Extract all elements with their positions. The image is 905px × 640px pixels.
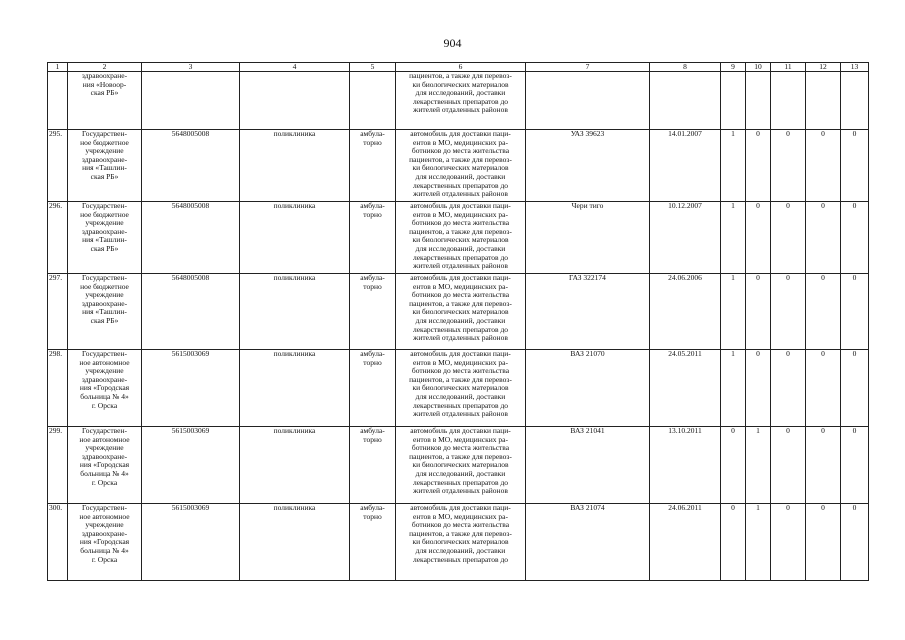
count-cell [841, 202, 869, 274]
cell-text: поликлиника [273, 201, 316, 210]
inn-cell [142, 504, 240, 581]
cell-text: 0 [852, 503, 857, 512]
department-cell [240, 427, 350, 504]
cell-text: 10.12.2007 [668, 201, 702, 210]
count-cell [721, 202, 746, 274]
column-header: 9 [721, 63, 746, 72]
care-form-cell [350, 130, 396, 202]
date-cell [650, 274, 721, 350]
cell-text: 298. [49, 349, 63, 358]
vehicle-model-cell [526, 72, 650, 130]
column-header: 1 [48, 63, 68, 72]
column-header: 11 [771, 63, 806, 72]
institution-cell [68, 72, 142, 130]
purpose-cell [396, 202, 526, 274]
cell-text: 24.06.2011 [668, 503, 702, 512]
cell-text: 1 [731, 349, 735, 358]
count-cell [806, 350, 841, 427]
page-number: 904 [443, 36, 462, 50]
column-header: 12 [806, 63, 841, 72]
department-cell [240, 274, 350, 350]
cell-text: автомобиль для доставки паци- ентов в МО, медицинских ра- ботников до места жительства пациентов, а также для перевоз- ки биологических материалов для исследований, доставки лекарственных препаратов до жителей отдаленных районов [409, 426, 512, 496]
count-cell [806, 274, 841, 350]
care-form-cell [350, 274, 396, 350]
cell-text: 0 [731, 503, 735, 512]
cell-text: амбула- торно [360, 201, 385, 219]
cell-text: пациентов, а также для перевоз- ки биологических материалов для исследований, доставки лекарственных препаратов до жителей отдаленных районов [409, 71, 512, 115]
cell-text: Государствен- ное автономное учреждение здравоохране- ния «Городская больница № 4» г. Орска [79, 349, 130, 410]
care-form-cell [350, 350, 396, 427]
cell-text: 0 [821, 201, 825, 210]
vehicle-model-cell [526, 504, 650, 581]
date-cell [650, 130, 721, 202]
table-body [48, 63, 869, 581]
cell-text: ВАЗ 21070 [570, 349, 605, 358]
column-header: 4 [240, 63, 350, 72]
purpose-cell [396, 274, 526, 350]
cell-text: Государствен- ное автономное учреждение здравоохране- ния «Городская больница № 4» г. Орска [79, 503, 130, 564]
column-header: 2 [68, 63, 142, 72]
cell-text: 0 [756, 273, 760, 282]
cell-text: 297. [49, 273, 63, 282]
date-cell [650, 72, 721, 130]
vehicle-model-cell [526, 274, 650, 350]
cell-text: 5615003069 [171, 349, 210, 358]
cell-text: 295. [49, 129, 63, 138]
date-cell [650, 202, 721, 274]
row-number-cell [48, 274, 68, 350]
inn-cell [142, 130, 240, 202]
cell-text: 24.06.2006 [668, 273, 702, 282]
cell-text: 0 [731, 426, 735, 435]
cell-text: УАЗ 39623 [570, 129, 605, 138]
cell-text: Государствен- ное автономное учреждение здравоохране- ния «Городская больница № 4» г. Орска [79, 426, 130, 487]
row-number-cell [48, 504, 68, 581]
cell-text: ВАЗ 21041 [570, 426, 605, 435]
cell-text: 5648005008 [171, 129, 210, 138]
row-number-cell [48, 202, 68, 274]
count-cell [806, 427, 841, 504]
institution-cell [68, 274, 142, 350]
table-row [48, 130, 869, 202]
cell-text: 1 [756, 426, 760, 435]
count-cell [841, 274, 869, 350]
cell-text: амбула- торно [360, 503, 385, 521]
cell-text: амбула- торно [360, 273, 385, 291]
institution-cell [68, 202, 142, 274]
table-row [48, 274, 869, 350]
count-cell [841, 504, 869, 581]
cell-text: 1 [731, 201, 735, 210]
cell-text: 299. [49, 426, 63, 435]
table-row [48, 504, 869, 581]
department-cell [240, 72, 350, 130]
institution-cell [68, 504, 142, 581]
row-number-cell [48, 350, 68, 427]
cell-text: 0 [852, 129, 857, 138]
purpose-cell [396, 130, 526, 202]
purpose-cell [396, 350, 526, 427]
department-cell [240, 350, 350, 427]
cell-text: 300. [49, 503, 63, 512]
count-cell [771, 202, 806, 274]
count-cell [746, 427, 771, 504]
count-cell [721, 274, 746, 350]
count-cell [771, 504, 806, 581]
count-cell [771, 130, 806, 202]
count-cell [841, 130, 869, 202]
date-cell [650, 350, 721, 427]
purpose-cell [396, 72, 526, 130]
institution-cell [68, 427, 142, 504]
purpose-cell [396, 504, 526, 581]
count-cell [721, 350, 746, 427]
count-cell [841, 350, 869, 427]
institution-cell [68, 350, 142, 427]
column-header: 5 [350, 63, 396, 72]
column-header: 8 [650, 63, 721, 72]
cell-text: 0 [756, 201, 760, 210]
cell-text: автомобиль для доставки паци- ентов в МО, медицинских ра- ботников до места жительства пациентов, а также для перевоз- ки биологических материалов для исследований, доставки лекарственных препаратов до жителей отдаленных районов [409, 273, 512, 343]
vehicle-model-cell [526, 202, 650, 274]
table-row [48, 427, 869, 504]
row-number-cell [48, 130, 68, 202]
inn-cell [142, 202, 240, 274]
count-cell [721, 504, 746, 581]
cell-text: ВАЗ 21074 [570, 503, 605, 512]
cell-text: Государствен- ное бюджетное учреждение здравоохране- ния «Ташлин- ская РБ» [80, 273, 129, 325]
cell-text: Государствен- ное бюджетное учреждение здравоохране- ния «Ташлин- ская РБ» [80, 201, 129, 253]
cell-text: здравоохране- ния «Новоор- ская РБ» [81, 71, 128, 98]
inn-cell [142, 350, 240, 427]
cell-text: 0 [821, 349, 825, 358]
cell-text: автомобиль для доставки паци- ентов в МО, медицинских ра- ботников до места жительства пациентов, а также для перевоз- ки биологических материалов для исследований, доставки лекарственных препаратов до [409, 503, 512, 564]
cell-text: 296. [49, 201, 63, 210]
table-row [48, 202, 869, 274]
vehicle-registry-table [47, 62, 869, 581]
vehicle-model-cell [526, 130, 650, 202]
cell-text: 1 [756, 503, 760, 512]
cell-text: 0 [786, 503, 790, 512]
column-header: 13 [841, 63, 869, 72]
column-header: 3 [142, 63, 240, 72]
cell-text: поликлиника [273, 273, 316, 282]
count-cell [746, 72, 771, 130]
table-row [48, 72, 869, 130]
cell-text: амбула- торно [360, 426, 385, 444]
vehicle-model-cell [526, 350, 650, 427]
institution-cell [68, 130, 142, 202]
date-cell [650, 504, 721, 581]
count-cell [771, 72, 806, 130]
care-form-cell [350, 427, 396, 504]
cell-text: поликлиника [273, 503, 316, 512]
cell-text: 0 [852, 273, 857, 282]
cell-text: 0 [852, 426, 857, 435]
cell-text: автомобиль для доставки паци- ентов в МО, медицинских ра- ботников до места жительства пациентов, а также для перевоз- ки биологических материалов для исследований, доставки лекарственных препаратов до жителей отдаленных районов [409, 201, 512, 271]
count-cell [771, 274, 806, 350]
cell-text: 1 [731, 129, 735, 138]
row-number-cell [48, 72, 68, 130]
column-header: 10 [746, 63, 771, 72]
inn-cell [142, 427, 240, 504]
inn-cell [142, 72, 240, 130]
row-number-cell [48, 427, 68, 504]
count-cell [806, 504, 841, 581]
cell-text: 0 [786, 426, 790, 435]
cell-text: 0 [821, 273, 825, 282]
column-header: 6 [396, 63, 526, 72]
count-cell [721, 427, 746, 504]
count-cell [746, 202, 771, 274]
cell-text: 5615003069 [171, 503, 210, 512]
count-cell [841, 427, 869, 504]
cell-text: Государствен- ное бюджетное учреждение здравоохране- ния «Ташлин- ская РБ» [80, 129, 129, 181]
count-cell [746, 274, 771, 350]
cell-text: 5648005008 [171, 273, 210, 282]
cell-text: 0 [852, 349, 857, 358]
department-cell [240, 202, 350, 274]
cell-text: 0 [852, 201, 857, 210]
count-cell [721, 72, 746, 130]
header-row [48, 63, 869, 72]
cell-text: 14.01.2007 [668, 129, 702, 138]
count-cell [841, 72, 869, 130]
cell-text: 5648005008 [171, 201, 210, 210]
count-cell [806, 72, 841, 130]
care-form-cell [350, 202, 396, 274]
cell-text: 5615003069 [171, 426, 210, 435]
column-header: 7 [526, 63, 650, 72]
count-cell [746, 350, 771, 427]
cell-text: 0 [786, 273, 790, 282]
cell-text: 0 [756, 349, 760, 358]
cell-text: 0 [786, 201, 790, 210]
cell-text: 1 [731, 273, 735, 282]
cell-text: 0 [786, 349, 790, 358]
cell-text: 0 [786, 129, 790, 138]
purpose-cell [396, 427, 526, 504]
count-cell [771, 350, 806, 427]
care-form-cell [350, 72, 396, 130]
inn-cell [142, 274, 240, 350]
cell-text: поликлиника [273, 129, 316, 138]
count-cell [806, 130, 841, 202]
cell-text: 0 [821, 129, 825, 138]
count-cell [746, 504, 771, 581]
count-cell [746, 130, 771, 202]
date-cell [650, 427, 721, 504]
cell-text: амбула- торно [360, 129, 385, 147]
cell-text: 13.10.2011 [668, 426, 702, 435]
cell-text: поликлиника [273, 426, 316, 435]
count-cell [771, 427, 806, 504]
count-cell [721, 130, 746, 202]
department-cell [240, 130, 350, 202]
cell-text: ГАЗ 322174 [569, 273, 606, 282]
cell-text: 0 [756, 129, 760, 138]
vehicle-model-cell [526, 427, 650, 504]
cell-text: автомобиль для доставки паци- ентов в МО, медицинских ра- ботников до места жительства пациентов, а также для перевоз- ки биологических материалов для исследований, доставки лекарственных препаратов до жителей отдаленных районов [409, 129, 512, 199]
cell-text: амбула- торно [360, 349, 385, 367]
cell-text: 24.05.2011 [668, 349, 702, 358]
cell-text: 0 [821, 503, 825, 512]
cell-text: поликлиника [273, 349, 316, 358]
care-form-cell [350, 504, 396, 581]
department-cell [240, 504, 350, 581]
count-cell [806, 202, 841, 274]
cell-text: автомобиль для доставки паци- ентов в МО, медицинских ра- ботников до места жительства пациентов, а также для перевоз- ки биологических материалов для исследований, доставки лекарственных препаратов до жителей отдаленных районов [409, 349, 512, 419]
cell-text: Чери тиго [571, 201, 604, 210]
cell-text: 0 [821, 426, 825, 435]
table-row [48, 350, 869, 427]
